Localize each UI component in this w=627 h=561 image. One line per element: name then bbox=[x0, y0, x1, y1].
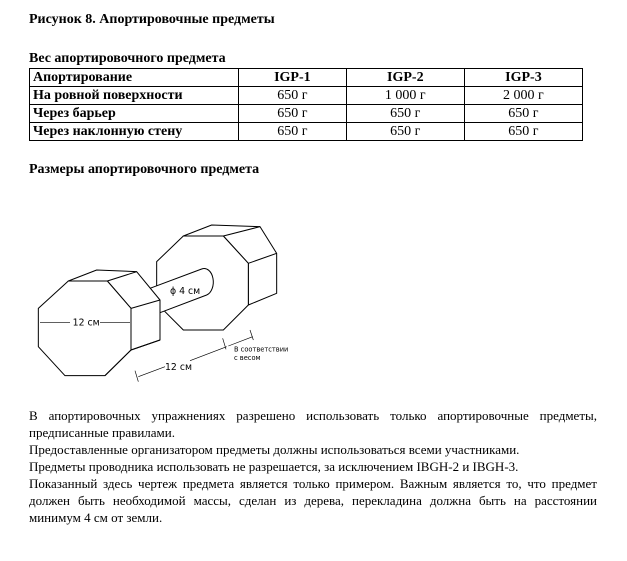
cell: На ровной поверхности bbox=[30, 87, 239, 105]
paragraph: Предметы проводника использовать не разрешается, за исключением IBGH-2 и IBGH-3. bbox=[29, 459, 519, 474]
cell: 650 г bbox=[346, 105, 464, 123]
cell: 650 г bbox=[464, 105, 582, 123]
table-row bbox=[30, 123, 583, 141]
header-cell: IGP-3 bbox=[464, 69, 582, 87]
table-row bbox=[30, 105, 583, 123]
paragraph: В апортировочных упражнениях разрешено использовать только апортировочные предметы, предписанные правилами. bbox=[29, 408, 597, 440]
cell: 650 г bbox=[239, 105, 347, 123]
paragraph: Предоставленные организатором предметы должны использоваться всеми участниками. bbox=[29, 442, 520, 457]
cell: 650 г bbox=[239, 87, 347, 105]
length-label: 12 см bbox=[165, 362, 193, 373]
dumbbell-drawing bbox=[30, 200, 330, 390]
weight-heading: Вес апортировочного предмета bbox=[29, 51, 226, 66]
table-row bbox=[30, 87, 583, 105]
paragraph: Показанный здесь чертеж предмета является только примером. Важным является то, что предмет должен быть необходимой массы, сделан из дерева, перекладина должна быть на расстоянии минимум 4 см от земли. bbox=[29, 476, 597, 525]
cell: 1 000 г bbox=[346, 87, 464, 105]
bar-diameter-label: ϕ 4 см bbox=[170, 286, 201, 297]
cell: 2 000 г bbox=[464, 87, 582, 105]
back-block bbox=[157, 225, 277, 330]
cell: Через наклонную стену bbox=[30, 123, 239, 141]
cell: 650 г bbox=[346, 123, 464, 141]
header-cell: IGP-2 bbox=[346, 69, 464, 87]
figure-title: Рисунок 8. Апортировочные предметы bbox=[29, 12, 275, 27]
cell: 650 г bbox=[239, 123, 347, 141]
width-label: 12 см bbox=[72, 317, 100, 329]
header-cell: Апортирование bbox=[30, 69, 239, 87]
size-heading: Размеры апортировочного предмета bbox=[29, 162, 260, 177]
table-header-row bbox=[30, 69, 583, 87]
weight-note-line2: с весом bbox=[234, 354, 261, 362]
header-cell: IGP-1 bbox=[239, 69, 347, 87]
cell: 650 г bbox=[464, 123, 582, 141]
cell: Через барьер bbox=[30, 105, 239, 123]
weight-table bbox=[29, 68, 583, 141]
weight-note-line1: В соответствии bbox=[234, 345, 289, 354]
